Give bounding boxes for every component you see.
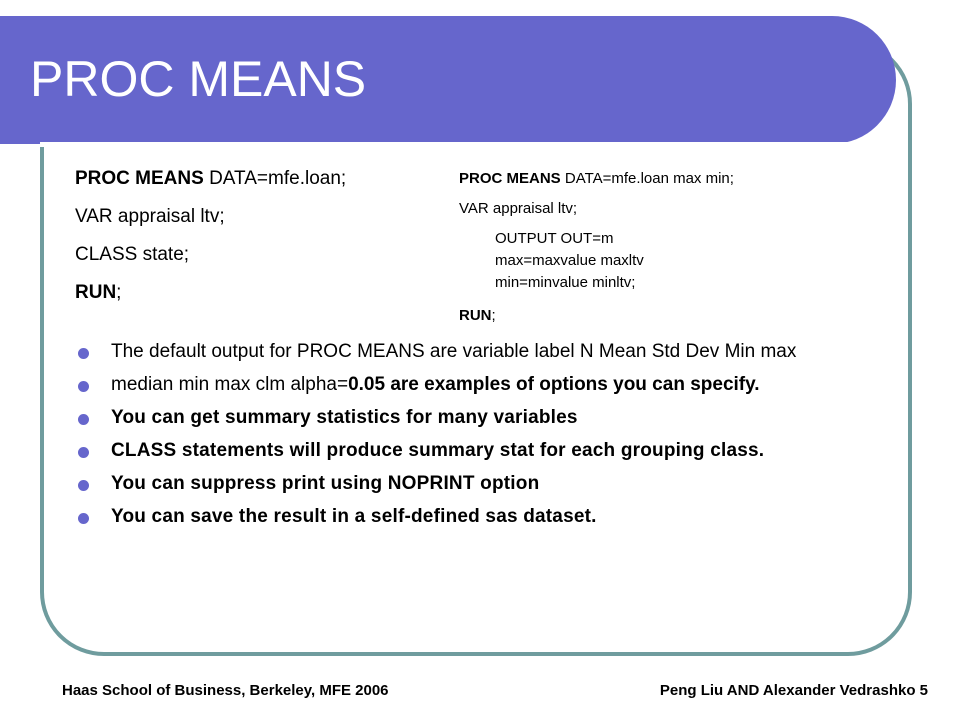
code-text: ;	[491, 307, 496, 324]
bullet-item	[78, 439, 868, 462]
bullet-item	[78, 472, 868, 495]
code-text: ;	[116, 282, 122, 303]
code-line: CLASS state;	[75, 244, 190, 265]
code-keyword: RUN	[75, 282, 117, 303]
code-line: VAR appraisal ltv;	[459, 200, 578, 217]
bullet-list	[78, 340, 868, 538]
bullet-dot-icon	[78, 348, 89, 359]
bullet-text: You can suppress print using NOPRINT option	[111, 473, 540, 494]
code-line	[459, 170, 734, 200]
code-text: DATA=mfe.loan max min;	[560, 170, 734, 187]
bullet-item	[78, 406, 868, 429]
bullet-text: You can save the result in a self-defined sas dataset.	[111, 506, 597, 527]
bullet-item	[78, 340, 868, 363]
code-line: max=maxvalue maxltv	[495, 252, 644, 269]
bullet-text: 0.05 are examples of options you can specify.	[348, 374, 760, 395]
bullet-dot-icon	[78, 447, 89, 458]
code-line	[75, 166, 346, 204]
bullet-text: median min max clm alpha=	[111, 374, 349, 395]
bullet-dot-icon	[78, 480, 89, 491]
footer-left: Haas School of Business, Berkeley, MFE 2006	[62, 682, 389, 699]
code-keyword: PROC MEANS	[75, 168, 204, 189]
bullet-text: CLASS statements will produce summary stat for each grouping class.	[111, 440, 765, 461]
bullet-dot-icon	[78, 381, 89, 392]
code-keyword: PROC MEANS	[459, 170, 561, 187]
code-block-left	[75, 166, 346, 318]
bullet-text: You can get summary statistics for many variables	[111, 407, 578, 428]
bullet-dot-icon	[78, 414, 89, 425]
code-line: OUTPUT OUT=m	[495, 230, 614, 247]
title-bar	[0, 16, 896, 144]
slide-title: PROC MEANS	[30, 51, 367, 107]
bullet-dot-icon	[78, 513, 89, 524]
bullet-text: The default output for PROC MEANS are variable label N Mean Std Dev Min max	[111, 341, 797, 362]
footer-right: Peng Liu AND Alexander Vedrashko 5	[659, 682, 928, 699]
code-line: VAR appraisal ltv;	[75, 206, 225, 227]
title-underline	[40, 142, 848, 147]
code-line: min=minvalue minltv;	[495, 274, 636, 291]
code-line	[459, 307, 734, 324]
code-text: DATA=mfe.loan;	[203, 168, 347, 189]
bullet-item	[78, 373, 868, 396]
code-line	[75, 280, 346, 318]
bullet-item	[78, 505, 868, 528]
code-keyword: RUN	[459, 307, 492, 324]
code-block-right	[459, 170, 734, 324]
